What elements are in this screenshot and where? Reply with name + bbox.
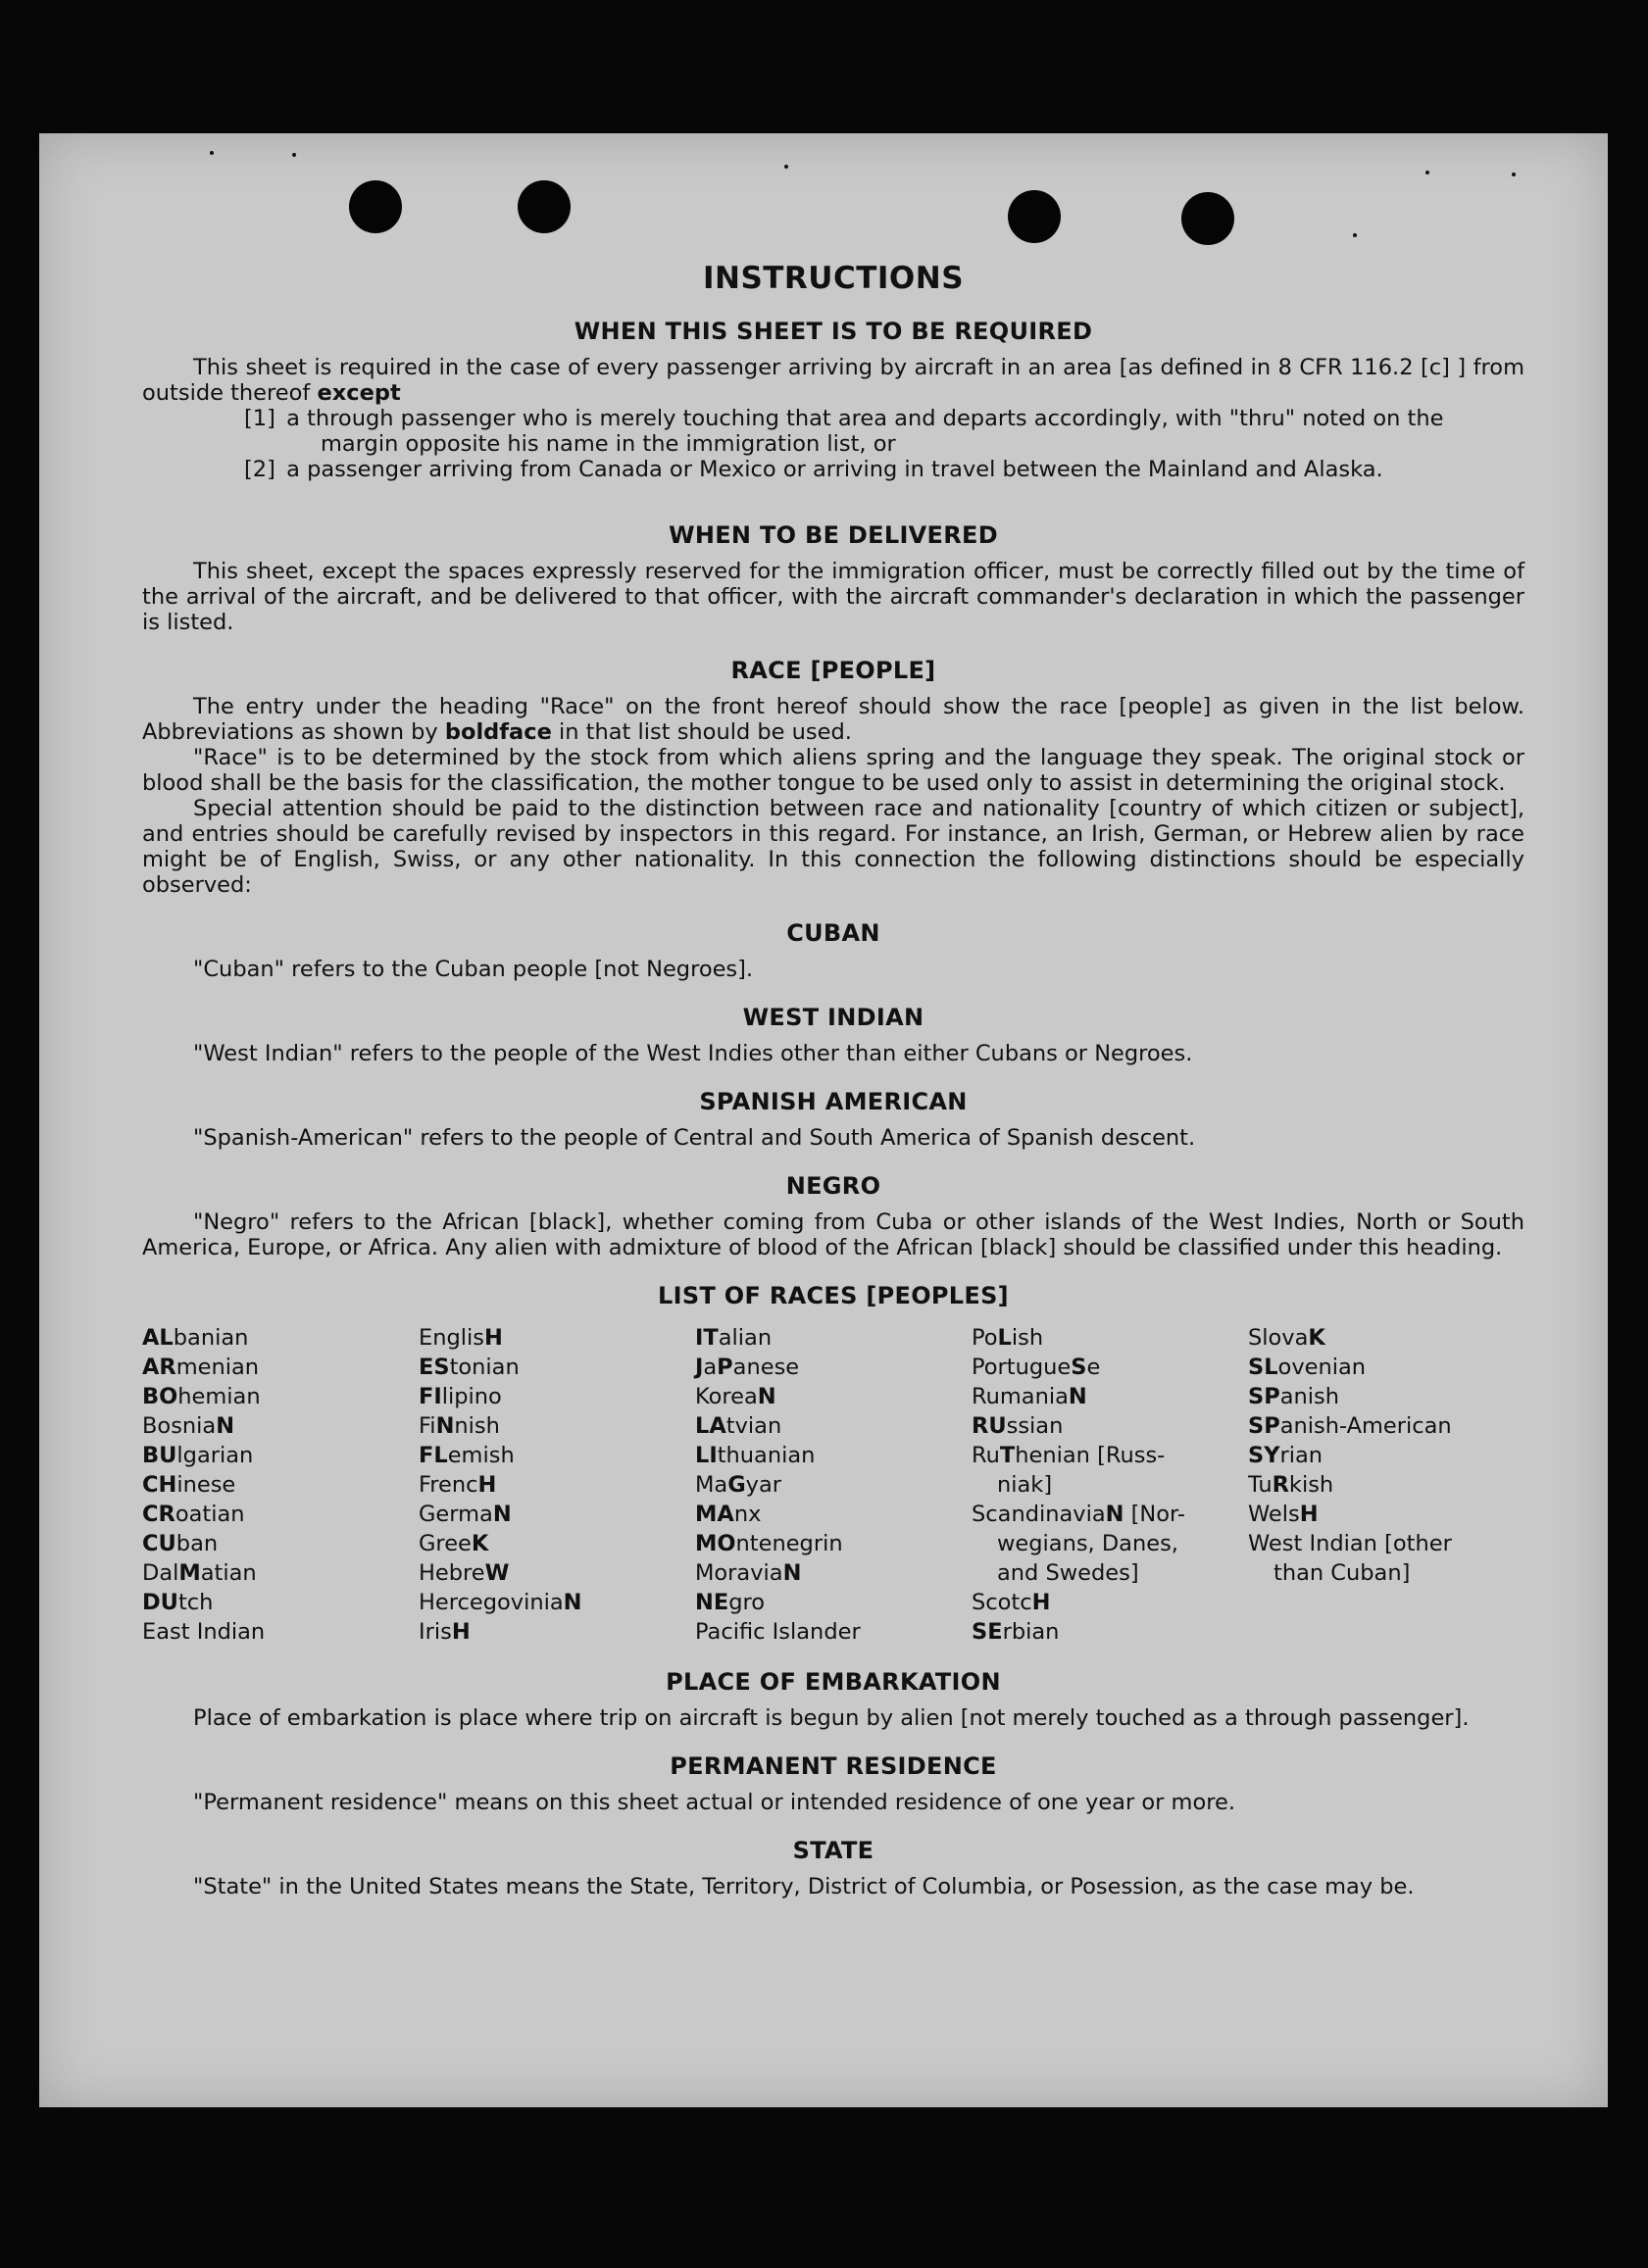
speck	[1425, 171, 1429, 174]
section-heading: SPANISH AMERICAN	[699, 1088, 968, 1115]
race-entry: West Indian [other than Cuban]	[1248, 1531, 1452, 1586]
race-entry: HebreW	[419, 1560, 510, 1586]
race-entry: Pacific Islander	[695, 1619, 861, 1645]
race-entry: HercegoviniaN	[419, 1590, 582, 1615]
race-list	[142, 1323, 1524, 1647]
race-entry: RumaniaN	[972, 1384, 1087, 1409]
race-entry: MoraviaN	[695, 1560, 802, 1586]
race-entry: FrencH	[419, 1472, 497, 1498]
race-entry: KoreaN	[695, 1384, 776, 1409]
paragraph: "West Indian" refers to the people of the West Indies other than either Cubans or Negroes.	[193, 1041, 1193, 1066]
paragraph: "Race" is to be determined by the stock from which aliens spring and the language they speak. The original stock or blood shall be the basis for the classification, the mother tongue to be used only to assist in determining the original stock.	[142, 745, 1524, 796]
paragraph: "State" in the United States means the State, Territory, District of Columbia, or Posession, as the case may be.	[193, 1874, 1415, 1899]
race-column	[142, 1323, 419, 1647]
race-entry: CUban	[142, 1531, 219, 1556]
race-entry: GermaN	[419, 1502, 512, 1527]
race-column	[419, 1323, 695, 1647]
race-entry: MaGyar	[695, 1472, 782, 1498]
race-entry: BosniaN	[142, 1413, 235, 1439]
paragraph: "Permanent residence" means on this sheet actual or intended residence of one year or more.	[193, 1790, 1235, 1815]
race-entry: BUlgarian	[142, 1443, 254, 1468]
document-sheet	[39, 133, 1608, 2107]
list-item: [1] a through passenger who is merely touching that area and departs accordingly, with "thru" noted on the	[244, 406, 1444, 431]
paragraph: The entry under the heading "Race" on the front hereof should show the race [people] as given in the list below. Abbreviations as shown by boldface in that list should be used.	[142, 694, 1524, 745]
race-column	[1248, 1323, 1524, 1647]
section-heading: PERMANENT RESIDENCE	[670, 1752, 997, 1780]
race-entry: ARmenian	[142, 1355, 260, 1380]
race-entry: FiNnish	[419, 1413, 500, 1439]
section-heading: WEST INDIAN	[742, 1004, 924, 1031]
race-entry: SPanish-American	[1248, 1413, 1452, 1439]
race-entry: SLovenian	[1248, 1355, 1367, 1380]
section-heading: WHEN THIS SHEET IS TO BE REQUIRED	[574, 318, 1093, 345]
race-entry: TuRkish	[1248, 1472, 1334, 1498]
race-entry: RUssian	[972, 1413, 1064, 1439]
race-entry: PoLish	[972, 1325, 1044, 1351]
race-entry: DUtch	[142, 1590, 214, 1615]
punch-hole	[349, 180, 402, 233]
race-entry: IrisH	[419, 1619, 471, 1645]
section-heading: PLACE OF EMBARKATION	[666, 1668, 1001, 1696]
race-entry: DalMatian	[142, 1560, 257, 1586]
race-entry: CHinese	[142, 1472, 236, 1498]
race-entry: MAnx	[695, 1502, 762, 1527]
race-entry: RuThenian [Russ- niak]	[972, 1443, 1166, 1498]
paragraph: This sheet is required in the case of every passenger arriving by aircraft in an area [as defined in 8 CFR 116.2 [c] ] from outside thereof except	[142, 355, 1524, 406]
race-entry: FLemish	[419, 1443, 515, 1468]
section-heading: LIST OF RACES [PEOPLES]	[658, 1282, 1009, 1309]
race-entry: ALbanian	[142, 1325, 249, 1351]
race-entry: GreeK	[419, 1531, 489, 1556]
race-entry: SYrian	[1248, 1443, 1323, 1468]
race-entry: JaPanese	[695, 1355, 800, 1380]
race-entry: LAtvian	[695, 1413, 782, 1439]
section-heading: NEGRO	[785, 1172, 881, 1200]
race-entry: ScotcH	[972, 1590, 1051, 1615]
race-entry: EnglisH	[419, 1325, 503, 1351]
speck	[1353, 233, 1357, 237]
document-title: INSTRUCTIONS	[702, 261, 965, 296]
speck	[292, 153, 296, 157]
race-entry: NEgro	[695, 1590, 766, 1615]
race-entry: SPanish	[1248, 1384, 1339, 1409]
race-entry: SErbian	[972, 1619, 1060, 1645]
race-entry: BOhemian	[142, 1384, 261, 1409]
section-heading: WHEN TO BE DELIVERED	[669, 521, 998, 549]
list-item-continuation: margin opposite his name in the immigration list, or	[321, 431, 896, 457]
race-entry: ITalian	[695, 1325, 773, 1351]
list-item: [2] a passenger arriving from Canada or Mexico or arriving in travel between the Mainland and Alaska.	[244, 457, 1383, 482]
race-entry: and Swedes]	[997, 1560, 1139, 1586]
race-entry: East Indian	[142, 1619, 266, 1645]
document-content	[142, 261, 1524, 1899]
race-entry: ScandinaviaN [Nor- wegians, Danes,	[972, 1502, 1185, 1556]
race-entry: PortugueSe	[972, 1355, 1101, 1380]
section-heading: RACE [PEOPLE]	[730, 657, 936, 684]
speck	[210, 151, 214, 155]
race-column	[972, 1323, 1248, 1647]
paragraph: This sheet, except the spaces expressly reserved for the immigration officer, must be correctly filled out by the time of the arrival of the aircraft, and be delivered to that officer, with the aircraft commander's declaration in which the passenger is listed.	[142, 559, 1524, 635]
race-entry: EStonian	[419, 1355, 520, 1380]
race-entry: MOntenegrin	[695, 1531, 843, 1556]
section-heading: STATE	[792, 1837, 874, 1864]
punch-hole	[518, 180, 571, 233]
paragraph: Place of embarkation is place where trip on aircraft is begun by alien [not merely touched as a through passenger].	[193, 1705, 1470, 1731]
paragraph: "Negro" refers to the African [black], whether coming from Cuba or other islands of the West Indies, North or South America, Europe, or Africa. Any alien with admixture of blood of the African [black] should be classified under this heading.	[142, 1209, 1524, 1260]
paragraph: "Cuban" refers to the Cuban people [not Negroes].	[193, 957, 754, 982]
race-column	[695, 1323, 972, 1647]
race-entry: FIlipino	[419, 1384, 502, 1409]
race-entry: LIthuanian	[695, 1443, 816, 1468]
speck	[1512, 173, 1516, 176]
punch-hole	[1181, 192, 1234, 245]
race-entry: WelsH	[1248, 1502, 1319, 1527]
punch-hole	[1008, 190, 1061, 243]
race-entry: CRoatian	[142, 1502, 245, 1527]
race-entry: SlovaK	[1248, 1325, 1325, 1351]
paragraph: Special attention should be paid to the distinction between race and nationality [country of which citizen or subject], and entries should be carefully revised by inspectors in this regard. For instance, an Irish, German, or Hebrew alien by race might be of English, Swiss, or any other nationality. In this connection the following distinctions should be especially observed:	[142, 796, 1524, 898]
paragraph: "Spanish-American" refers to the people of Central and South America of Spanish descent.	[193, 1125, 1196, 1151]
speck	[784, 165, 788, 169]
section-heading: CUBAN	[786, 919, 880, 947]
